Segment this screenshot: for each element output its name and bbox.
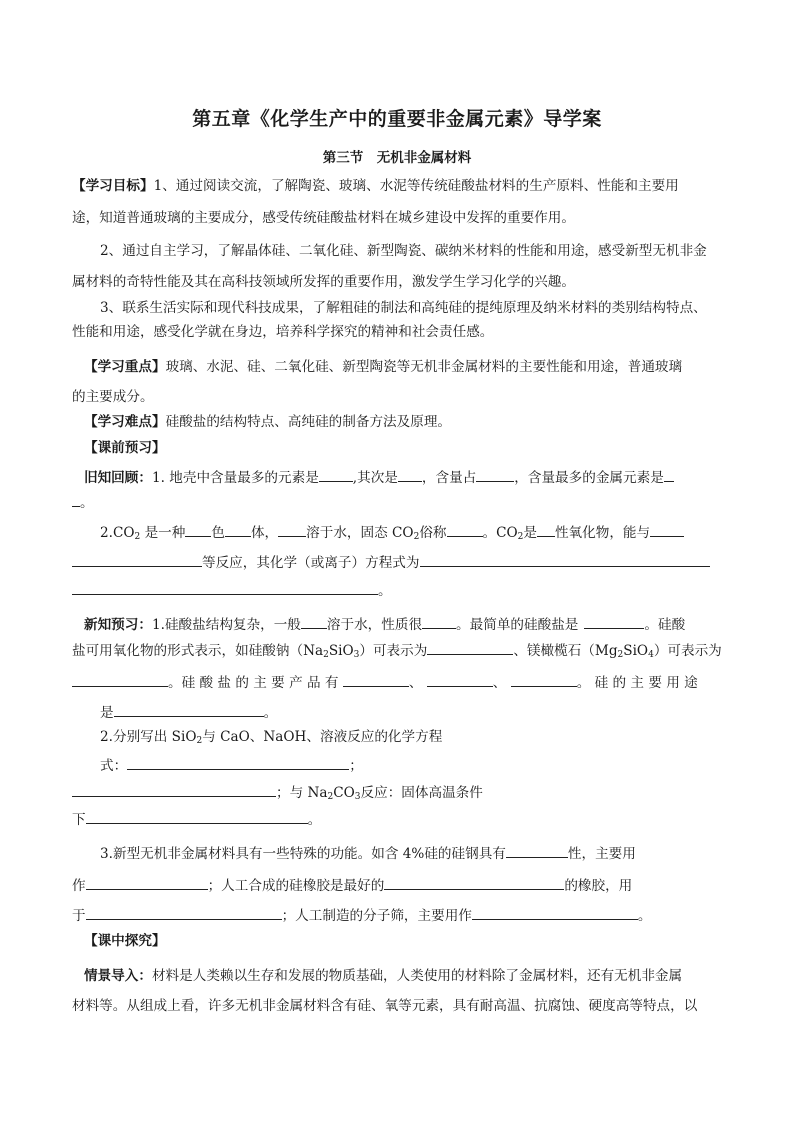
key-points-line-2: 的主要成分。	[72, 389, 154, 405]
answer-blank[interactable]	[72, 782, 276, 797]
answer-blank[interactable]	[472, 905, 638, 920]
new-q2-line3: ；与 $Na_2CO_3$反应：固体高温条件	[72, 782, 726, 803]
answer-blank[interactable]	[384, 875, 564, 890]
new-q2: 2.分别写出 SiO$_2$与 CaO、NaOH、溶液反应的化学方程	[100, 729, 443, 746]
objectives-line-3: 2、通过自主学习，了解晶体硅、二氧化硅、新型陶瓷、碳纳米材料的性能和用途，感受新型无机非金	[100, 243, 707, 259]
new-q1: 新知预习：1.硅酸盐结构复杂，一般 溶于水，性质很 。最简单的硅酸盐是 。硅酸	[84, 614, 710, 635]
answer-blank[interactable]	[72, 580, 378, 595]
explore-line-1: 情景导入：材料是人类赖以生存和发展的物质基础，人类使用的材料除了金属材料，还有无机非金属	[84, 968, 683, 984]
key-points-line-1: 【学习重点】玻璃、水泥、硅、二氧化硅、新型陶瓷等无机非金属材料的主要性能和用途，普通玻璃	[84, 359, 683, 375]
objectives-line-5: 3、联系生活实际和现代科技成果，了解粗硅的制法和高纯硅的提纯原理及纳米材料的类别结构特点、	[100, 300, 707, 316]
answer-blank[interactable]	[301, 614, 327, 629]
review-q2-end: 。	[72, 580, 726, 601]
answer-blank[interactable]	[506, 843, 568, 858]
answer-blank[interactable]	[127, 755, 349, 770]
answer-blank[interactable]	[537, 522, 555, 537]
difficulty-line: 【学习难点】硅酸盐的结构特点、高纯硅的制备方法及原理。	[84, 414, 452, 430]
difficulty-label: 【学习难点】	[84, 414, 166, 430]
explore-line-2: 材料等。从组成上看，许多无机非金属材料含有硅、氧等元素，具有耐高温、抗腐蚀、硬度高等特点，以	[72, 998, 698, 1014]
review-q1-cont: 。	[72, 492, 726, 513]
explore-heading: 【课中探究】	[84, 933, 166, 949]
answer-blank[interactable]	[511, 672, 577, 687]
new-q3-line2: 作 ；人工合成的硅橡胶是最好的 的橡胶，用	[72, 875, 726, 896]
answer-blank[interactable]	[225, 522, 251, 537]
answer-blank[interactable]	[422, 614, 456, 629]
review-q1: 旧知回顾：1. 地壳中含量最多的元素是 ,其次是 ，含量占 ，含量最多的金属元素是	[84, 467, 710, 488]
answer-blank[interactable]	[650, 522, 684, 537]
answer-blank[interactable]	[114, 702, 264, 717]
intro-label: 情景导入：	[84, 968, 152, 984]
answer-blank[interactable]	[319, 467, 353, 482]
preview-heading: 【课前预习】	[84, 440, 166, 456]
answer-blank[interactable]	[185, 522, 211, 537]
answer-blank[interactable]	[86, 809, 308, 824]
answer-blank[interactable]	[72, 672, 168, 687]
answer-blank[interactable]	[664, 467, 674, 482]
review-q2: $2.CO_2$ 是一种 色 体， 溶于水，固态 $CO_2$俗称 。$CO_2$是 性氧化物，能与	[100, 522, 726, 543]
new-preview-label: 新知预习：	[84, 617, 152, 633]
new-q2-line4: 下 。	[72, 809, 726, 830]
answer-blank[interactable]	[86, 875, 208, 890]
key-points-label: 【学习重点】	[84, 359, 166, 375]
answer-blank[interactable]	[476, 467, 514, 482]
review-q2-cont: 等反应，其化学（或离子）方程式为	[72, 552, 726, 573]
objectives-line-4: 属材料的奇特性能及其在高科技领域所发挥的重要作用，激发学生学习化学的兴趣。	[72, 274, 575, 290]
objectives-line-1: 【学习目标】1、通过阅读交流，了解陶瓷、玻璃、水泥等传统硅酸盐材料的生产原料、性能和主要用	[72, 178, 679, 194]
objectives-line-6: 性能和用途，感受化学就在身边，培养科学探究的精神和社会责任感。	[72, 324, 494, 340]
new-q2-line2: 式： ；	[100, 755, 726, 776]
section-subtitle: 第三节 无机非金属材料	[322, 150, 472, 166]
answer-blank[interactable]	[86, 905, 282, 920]
answer-blank[interactable]	[72, 552, 202, 567]
answer-blank[interactable]	[447, 522, 483, 537]
page-title: 第五章《化学生产中的重要非金属元素》导学案	[192, 108, 602, 130]
answer-blank[interactable]	[427, 672, 493, 687]
new-q1-line4: 是 。	[100, 702, 726, 723]
review-label: 旧知回顾：	[84, 470, 152, 486]
answer-blank[interactable]	[584, 614, 644, 629]
answer-blank[interactable]	[343, 672, 409, 687]
new-q3-line3: 于 ；人工制造的分子筛，主要用作 。	[72, 905, 726, 926]
new-q3: 3.新型无机非金属材料具有一些特殊的功能。如含 4%硅的硅钢具有 性，主要用	[100, 843, 726, 864]
answer-blank[interactable]	[420, 552, 710, 567]
answer-blank[interactable]	[278, 522, 306, 537]
answer-blank[interactable]	[398, 467, 422, 482]
objectives-line-2: 途，知道普通玻璃的主要成分，感受传统硅酸盐材料在城乡建设中发挥的重要作用。	[72, 210, 575, 226]
new-q1-line3: 。硅 酸 盐 的 主 要 产 品 有 、 、 。 硅 的 主 要 用 途	[72, 672, 726, 693]
objectives-label: 【学习目标】	[72, 178, 154, 194]
new-q1-line2: 盐可用氧化物的形式表示，如硅酸钠$(Na_2SiO_3)$可表示为 、镁橄榄石$(Mg_2SiO_4)$可表示为	[72, 640, 726, 661]
answer-blank[interactable]	[427, 640, 513, 655]
answer-blank[interactable]	[72, 492, 80, 507]
